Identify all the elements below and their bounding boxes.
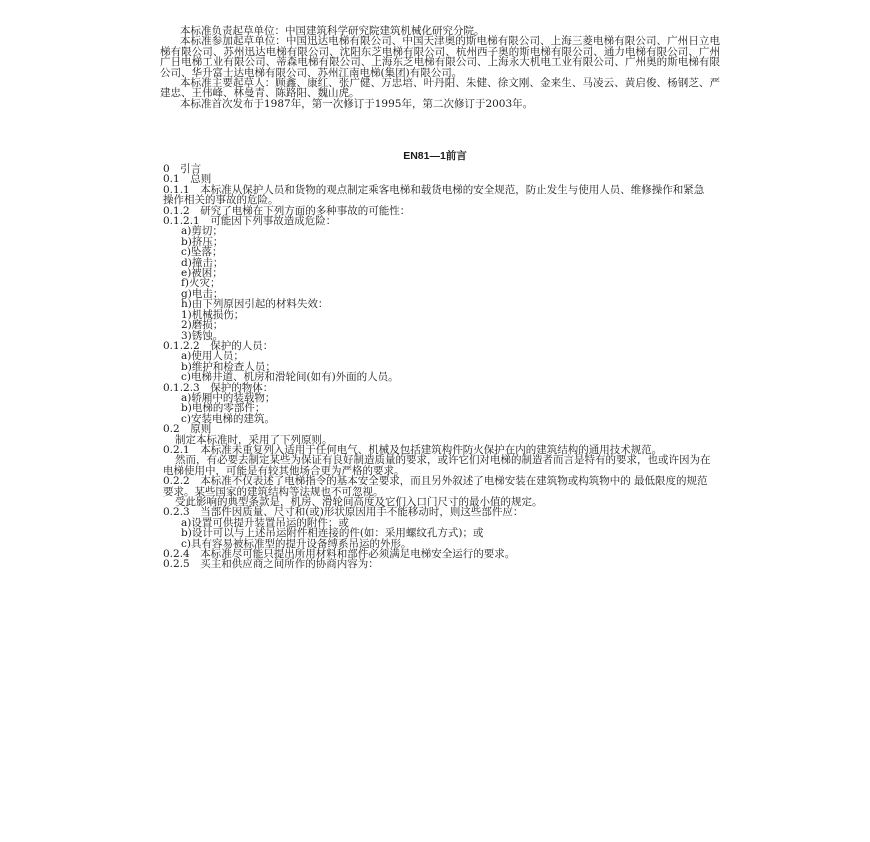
body-line: a)轿厢中的装载物； — [181, 391, 276, 404]
body-line: a)使用人员； — [181, 350, 244, 363]
body-line: 0 引言 — [163, 163, 202, 175]
body-line: 0.1.2.3 保护的物体： — [163, 381, 274, 394]
body-line: a)设置可供提升装置吊运的附件；或 — [181, 516, 349, 529]
body-line: 0.2.5 买主和供应商之间所作的协商内容为： — [163, 558, 379, 571]
body-line: 3)锈蚀。 — [181, 329, 224, 342]
preamble-participating-units: 本标准参加起草单位：中国迅达电梯有限公司、中国天津奥的斯电梯有限公司、上海三菱电梯有限公司、广州日立电梯有限公司、苏州迅达电梯有限公司、沈阳东芝电梯有限公司、杭州西子奥的斯电梯有限公司、通力电梯有限公司、广州广日电梯工业有限公司、蒂森电梯有限公司、上海东芝电梯有限公司、上海永大机电工业有限公司、广州奥的斯电梯有限公司、华升富士达电梯有限公司、苏州江南电梯(集团)有限公司。 — [160, 35, 720, 79]
body-line: 受此影响的典型条款是，机房、滑轮间高度及它们入口门尺寸的最小值的规定。 — [175, 496, 543, 508]
body-line: 0.2 原则 — [163, 423, 212, 436]
body-line: 0.1.2.1 可能因下列事故造成危险： — [163, 215, 337, 228]
body-line: b)维护和检查人员； — [181, 360, 276, 373]
body-line: c)安装电梯的建筑。 — [181, 412, 275, 425]
body-section — [163, 164, 713, 570]
body-line: 1)机械损伤； — [181, 308, 245, 321]
body-line: c)电梯井道、机房和滑轮间(如有)外面的人员。 — [181, 371, 399, 384]
body-line: c)具有容易被标准型的提升设备缚系吊运的外形。 — [181, 537, 412, 550]
body-line: 2)磨损； — [181, 319, 224, 332]
body-line: 0.1.1 本标准从保护人员和货物的观点制定乘客电梯和载货电梯的安全规范，防止发生与使用人员、维修操作和紧急操作相关的事故的危险。 — [163, 183, 705, 207]
body-line: b)设计可以与上述吊运附件相连接的件(如：采用螺纹孔方式)；或 — [181, 527, 484, 540]
body-line: e)被困； — [181, 267, 223, 280]
body-line: 0.2.2 本标准不仅表述了电梯指令的基本安全要求，而且另外叙述了电梯安装在建筑物或构筑物中的 最低限度的规范要求。某些国家的建筑结构等法规也不可忽视。 — [163, 475, 708, 498]
body-line: f)火灾； — [181, 277, 221, 290]
preamble-history: 本标准首次发布于1987年，第一次修订于1995年，第二次修订于2003年。 — [180, 97, 534, 110]
body-line: 然而，有必要去制定某些为保证有良好制造质量的要求，或许它们对电梯的制造者而言是特有的要求，也或许因为在电梯使用中，可能是有较其他场合更为严格的要求。 — [163, 454, 711, 477]
preamble-section — [160, 26, 720, 109]
preamble-drafting-unit: 本标准负责起草单位：中国建筑科学研究院建筑机械化研究分院。 — [180, 25, 485, 37]
body-line: g)电击； — [181, 287, 224, 300]
body-line: 0.1.2 研究了电梯在下列方面的多种事故的可能性： — [163, 204, 411, 217]
body-line: 0.2.4 本标准尽可能只提出所用材料和部件必须满足电梯安全运行的要求。 — [163, 548, 516, 561]
body-line: b)挤压； — [181, 235, 224, 248]
body-line: c)坠落； — [181, 246, 223, 259]
body-line: 0.1.2.2 保护的人员： — [163, 339, 274, 352]
preamble-drafters: 本标准主要起草人：顾鑫、康红、张广健、万忠培、叶丹阳、朱健、徐文刚、金来生、马凌云、黄启俊、杨钢芝、严建忠、王伟峰、林曼青、陈路阳、魏山虎。 — [160, 77, 720, 100]
body-line: 0.1 总则 — [163, 173, 212, 186]
body-line: a)剪切； — [181, 225, 223, 238]
section-title: EN81—1前言 — [403, 150, 467, 162]
body-line: 0.2.1 本标准未重复列入适用于任何电气、机械及包括建筑构件防火保护在内的建筑结构的通用技术规范。 — [163, 443, 663, 456]
body-line: h)由下列原因引起的材料失效： — [181, 298, 329, 311]
body-line: 制定本标准时，采用了下列原则。 — [175, 433, 333, 446]
body-line: 0.2.3 当部件因质量、尺寸和(或)形状原因用手不能移动时，则这些部件应： — [163, 506, 524, 519]
body-line: d)撞击； — [181, 256, 224, 269]
body-line: b)电梯的零部件； — [181, 402, 266, 415]
